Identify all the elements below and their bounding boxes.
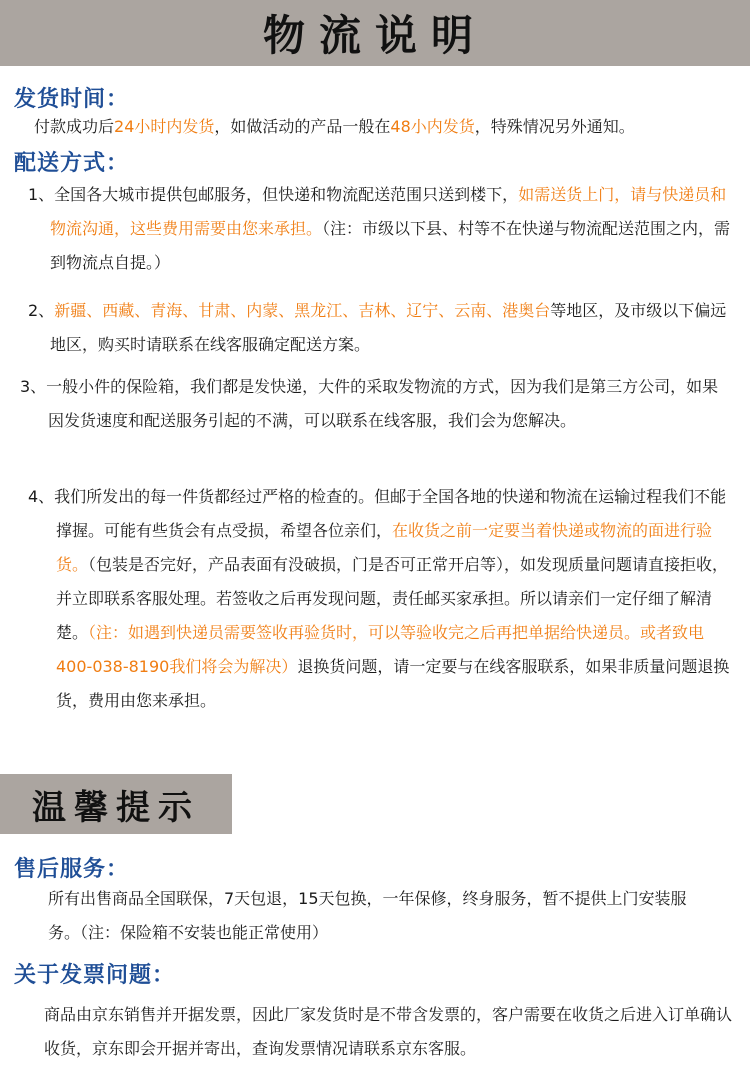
highlight-text: 如需送货上门，请与快递员和物流沟通，这些费用需要由您来承担。 [50,185,727,238]
shipping-item-2 [28,294,732,362]
body-text: 退换货问题，请一定要与在线客服联系，如果非质量问题退换货，费用由您来承担。 [56,657,730,710]
highlight-text: 新疆、西藏、青海、甘肃、内蒙、黑龙江、吉林、辽宁、云南、港奥台 [54,301,551,320]
body-text: 4、我们所发出的每一件货都经过严格的检查的。但邮于全国各地的快递和物流在运输过程我们不能撑握。可能有些货会有点受损，希望各位亲们， [28,487,727,540]
after-sales-heading: 售后服务： [14,857,130,882]
delivery-time-heading: 发货时间： [14,87,130,112]
invoice-text [44,998,734,1066]
page-title: 物流说明 [262,11,487,60]
delivery-time-text [34,110,734,144]
header-banner [0,0,750,66]
body-text: 2、 [28,301,55,320]
body-text: （包装是否完好，产品表面有没破损，门是否可正常开启等），如发现质量问题请直接拒收，并立即联系客服处理。若签收之后再发现问题，责任邮买家承担。所以请亲们一定仔细了解清楚。 [56,555,729,642]
tips-banner [0,774,232,834]
invoice-heading: 关于发票问题： [14,963,176,988]
body-text: ，特殊情况另外通知。 [474,117,635,136]
highlight-text: 48小内发货 [390,117,475,136]
body-text: 所有出售商品全国联保，7天包退，15天包换，一年保修，终身服务，暂不提供上门安装服务。（注：保险箱不安装也能正常使用） [48,889,687,942]
body-text: 商品由京东销售并开据发票，因此厂家发货时是不带含发票的，客户需要在收货之后进入订单确认收货，京东即会开据并寄出，查询发票情况请联系京东客服。 [44,1005,733,1058]
highlight-text: 24小时内发货 [114,117,215,136]
body-text: ，如做活动的产品一般在 [214,117,391,136]
shipping-method-heading: 配送方式： [14,151,130,176]
tips-title: 温馨提示 [32,787,200,828]
after-sales-text [48,882,718,950]
shipping-item-3 [20,370,728,438]
shipping-item-1 [28,178,732,280]
body-text: 3、一般小件的保险箱，我们都是发快递，大件的采取发物流的方式，因为我们是第三方公司，如果因发货速度和配送服务引起的不满，可以联系在线客服，我们会为您解决。 [20,377,719,430]
body-text: 付款成功后 [34,117,115,136]
body-text: 等地区，及市级以下偏远地区，购买时请联系在线客服确定配送方案。 [50,301,727,354]
highlight-text: 在收货之前一定要当着快递或物流的面进行验货。 [56,521,713,574]
body-text: （注：市级以下县、村等不在快递与物流配送范围之内，需到物流点自提。） [50,219,731,272]
highlight-text: （注：如遇到快递员需要签收再验货时，可以等验收完之后再把单据给快递员。或者致电400-038-8190我们将会为解决） [56,623,705,676]
body-text: 1、全国各大城市提供包邮服务，但快递和物流配送范围只送到楼下， [28,185,519,204]
shipping-item-4 [28,480,732,718]
